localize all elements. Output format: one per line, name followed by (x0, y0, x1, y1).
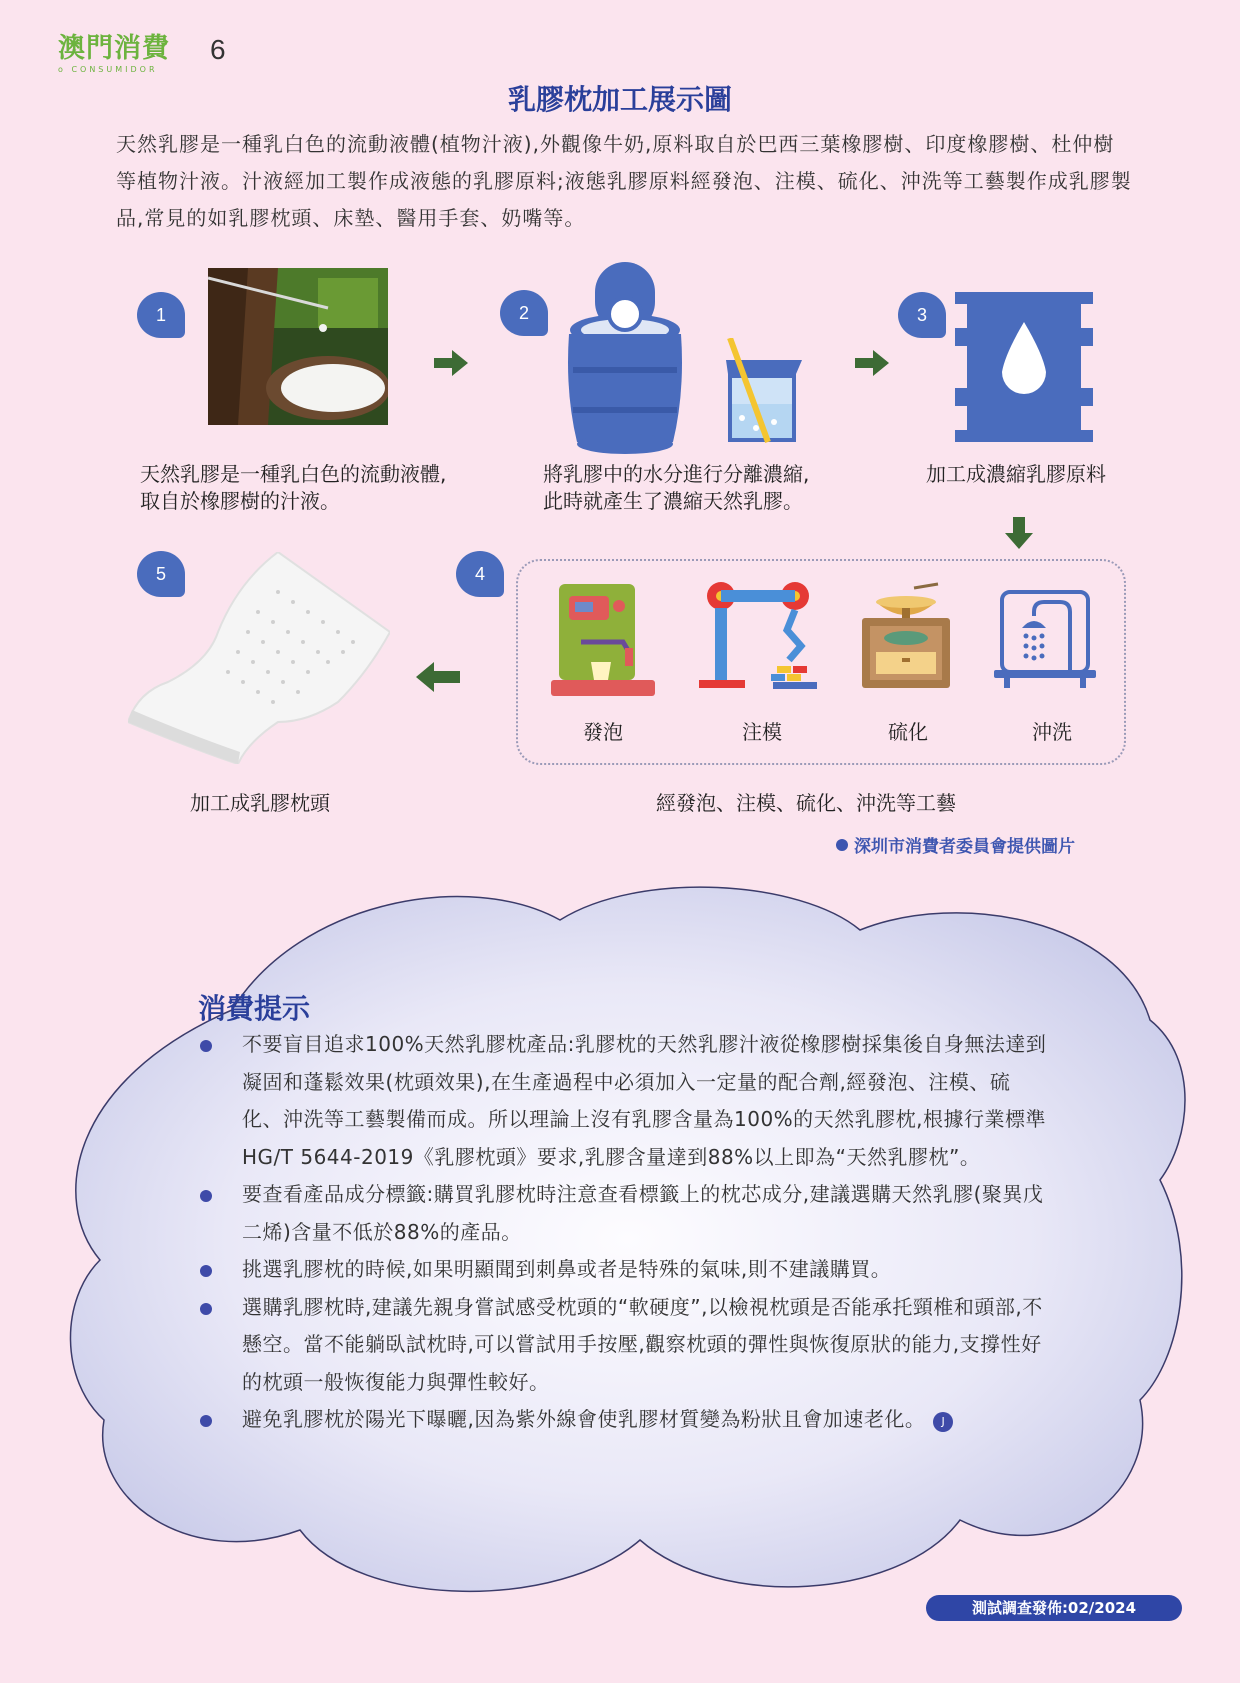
step-caption-2-line1: 將乳膠中的水分進行分離濃縮, (543, 462, 810, 486)
step-badge-4: 4 (456, 551, 504, 597)
step-caption-1-line1: 天然乳膠是一種乳白色的流動液體, (140, 462, 447, 486)
consumer-logo (58, 34, 170, 74)
end-mark-icon: J (933, 1412, 953, 1432)
step-caption-5: 加工成乳膠枕頭 (190, 791, 330, 815)
page-number: 6 (210, 34, 226, 65)
rubber-tapping-image (208, 268, 388, 425)
step-caption-1-line2: 取自於橡膠樹的汁液。 (140, 489, 340, 513)
step-badge-3: 3 (898, 292, 946, 338)
process-label-foaming: 發泡 (583, 720, 623, 744)
step-caption-1 (140, 461, 446, 515)
source-text: 深圳市消費者委員會提供圖片 (854, 837, 1075, 857)
step-caption-2-line2: 此時就產生了濃縮天然乳膠。 (543, 489, 803, 513)
step-caption-3: 加工成濃縮乳膠原料 (926, 462, 1106, 486)
publish-date-badge: 測試調查發佈:02/2024 (926, 1595, 1182, 1621)
arrow-down (1005, 517, 1033, 553)
image-source-credit (836, 832, 1075, 857)
process-label-molding: 注模 (742, 720, 782, 744)
molding-robot-icon (695, 580, 819, 692)
centrifuge-barrel-icon (565, 262, 685, 458)
source-bullet-icon (836, 839, 848, 851)
step-badge-5: 5 (137, 551, 185, 597)
latex-pillow-image (128, 552, 390, 764)
process-label-washing: 沖洗 (1032, 720, 1072, 744)
step-badge-2: 2 (500, 290, 548, 336)
page-title: 乳膠枕加工展示圖 (507, 83, 732, 116)
tips-list (198, 1026, 1048, 1439)
step-caption-2 (543, 461, 809, 515)
step-badge-1: 1 (137, 292, 185, 338)
tip-item-5 (198, 1401, 1048, 1439)
logo-main-text: 澳門消費 (58, 33, 170, 64)
tip-item-1: 不要盲目追求100%天然乳膠枕產品:乳膠枕的天然乳膠汁液從橡膠樹採集後自身無法達到凝固和蓬鬆效果(枕頭效果),在生產過程中必須加入一定量的配合劑,經發泡、注模、硫化、沖洗等工藝製備而成。所以理論上沒有乳膠含量為100%的天然乳膠枕,根據行業標準HG/T 5644-2019《乳膠枕頭》要求,乳膠含量達到88%以上即為“天然乳膠枕”。 (198, 1026, 1048, 1176)
tip-item-2: 要查看產品成分標籤:購買乳膠枕時注意查看標籤上的枕芯成分,建議選購天然乳膠(聚異戊二烯)含量不低於88%的產品。 (198, 1176, 1048, 1251)
tip-item-5-text: 避免乳膠枕於陽光下曝曬,因為紫外線會使乳膠材質變為粉狀且會加速老化。 (242, 1407, 926, 1431)
latex-barrel-icon (955, 292, 1093, 442)
foaming-machine-icon (551, 580, 655, 698)
step-caption-4: 經發泡、注模、硫化、沖洗等工藝 (656, 791, 956, 815)
tip-item-3: 挑選乳膠枕的時候,如果明顯聞到刺鼻或者是特殊的氣味,則不建議購買。 (198, 1251, 1048, 1289)
beaker-icon (722, 338, 804, 446)
arrow-left (416, 662, 460, 696)
intro-paragraph: 天然乳膠是一種乳白色的流動液體(植物汁液),外觀像牛奶,原料取自於巴西三葉橡膠樹、印度橡膠樹、杜仲樹等植物汁液。汁液經加工製作成液態的乳膠原料;液態乳膠原料經發泡、注模、硫化、沖洗等工藝製作成乳膠製品,常見的如乳膠枕頭、床墊、醫用手套、奶嘴等。 (116, 132, 1132, 230)
shower-wash-icon (994, 588, 1096, 690)
vulcanizing-oven-icon (858, 582, 954, 692)
tips-title: 消費提示 (198, 992, 311, 1025)
tip-item-4: 選購乳膠枕時,建議先親身嘗試感受枕頭的“軟硬度”,以檢視枕頭是否能承托頸椎和頭部,不懸空。當不能躺臥試枕時,可以嘗試用手按壓,觀察枕頭的彈性與恢復原狀的能力,支撐性好的枕頭一般恢復能力與彈性較好。 (198, 1289, 1048, 1402)
process-label-vulcanizing: 硫化 (888, 720, 928, 744)
logo-sub-text: o CONSUMIDOR (58, 65, 170, 74)
